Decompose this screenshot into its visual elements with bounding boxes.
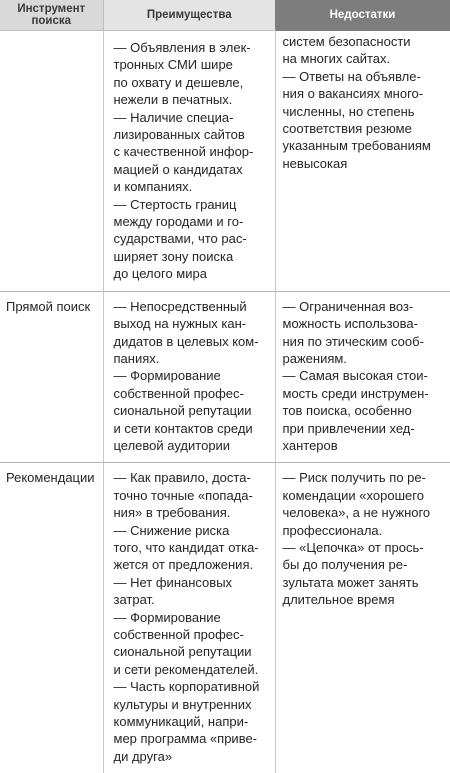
header-advantages: Преимущества [103,0,275,31]
table-body [0,31,450,773]
table-row [0,31,450,292]
disadvantages-cell: — Ограниченная воз- можность использова- ния по этическим сооб- ражениям. — Самая высокая стои- мость среди инструмен- тов поиска, особенно при привлечении хед- хантеров [275,291,450,463]
disadvantages-cell: систем безопасности на многих сайтах. — Ответы на объявле- ния о вакансиях много- численны, но степень соответствия резюме указанным требованиям невысокая [275,31,450,292]
advantages-cell: — Объявления в элек- тронных СМИ шире по охвату и дешевле, нежели в печатных. — Наличие специа- лизированных сайтов с качественной инфор- мацией о кандидатах и компаниях. — Стертость границ между городами и го- сударствами, что рас- ширяет зону поиска до целого мира [103,31,275,292]
table-header [0,0,450,31]
header-tool: Инструмент поиска [0,0,103,31]
tool-cell [0,31,103,292]
tool-cell: Прямой поиск [0,291,103,463]
table-row [0,463,450,773]
advantages-cell: — Как правило, доста- точно точные «попада- ния» в требования. — Снижение риска того, что кандидат отка- жется от предложения. — Нет финансовых затрат. — Формирование собственной профес- сиональной репутации и сети рекомендателей. — Часть корпоративной культуры и внутренних коммуникаций, напри- мер программа «приве- ди друга» [103,463,275,773]
disadvantages-cell: — Риск получить по ре- комендации «хорошего человека», а не нужного профессионала. — «Цепочка» от прось- бы до получения ре- зультата может занять длительное время [275,463,450,773]
table-row [0,291,450,463]
advantages-cell: — Непосредственный выход на нужных кан- дидатов в целевых ком- паниях. — Формирование собственной профес- сиональной репутации и сети контактов среди целевой аудитории [103,291,275,463]
tool-cell: Рекомендации [0,463,103,773]
header-disadvantages: Недостатки [275,0,450,31]
header-row [0,0,450,31]
